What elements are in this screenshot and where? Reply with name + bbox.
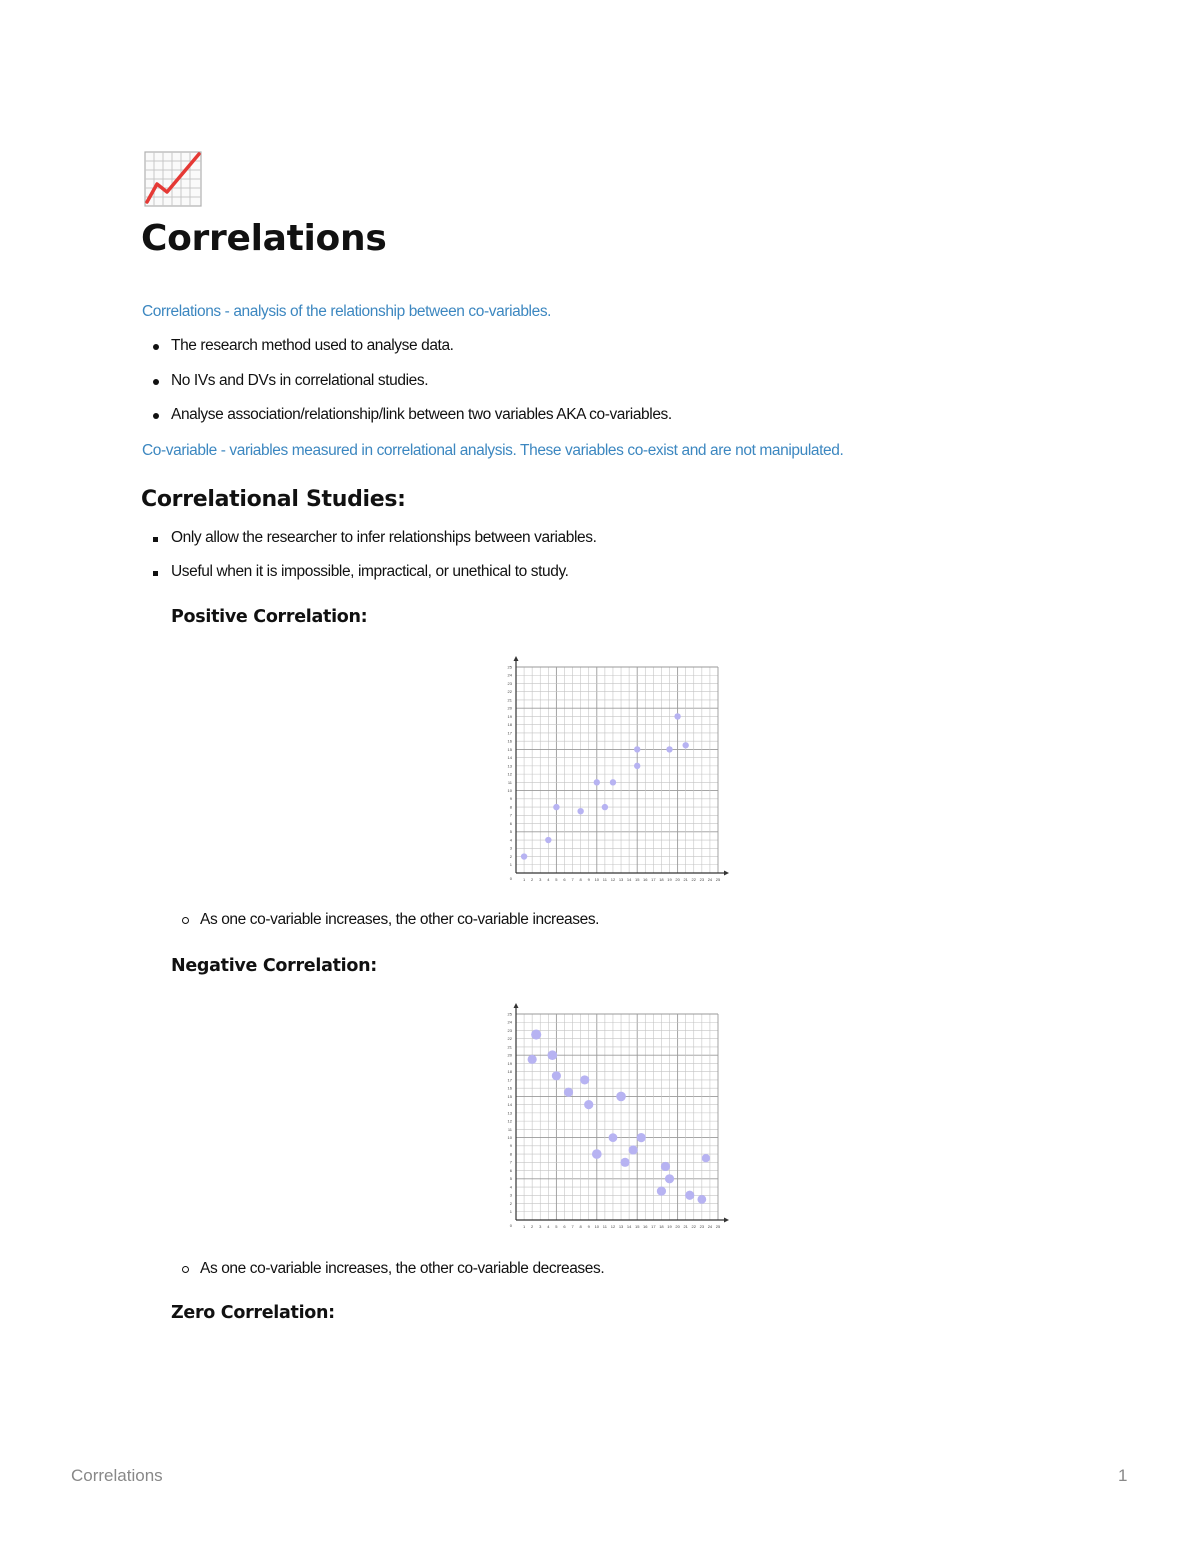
x-tick-label: 10	[594, 877, 600, 882]
scatter-point	[634, 763, 640, 769]
y-tick-label: 10	[507, 1135, 512, 1140]
x-tick-label: 24	[707, 877, 713, 882]
x-tick-label: 3	[539, 877, 542, 882]
x-tick-label: 11	[602, 877, 607, 882]
y-tick-label: 10	[507, 788, 512, 793]
scatter-point	[629, 1145, 638, 1154]
x-tick-label: 4	[547, 877, 550, 882]
y-tick-label: 6	[509, 820, 512, 826]
x-tick-label: 2	[531, 877, 534, 882]
scatter-point	[580, 1075, 589, 1084]
x-tick-label: 24	[707, 1224, 713, 1229]
list-item: No IVs and DVs in correlational studies.	[171, 372, 429, 389]
y-tick-label: 5	[509, 829, 512, 835]
x-tick-label: 5	[555, 877, 558, 882]
scatter-point	[528, 1055, 537, 1064]
x-tick-label: 18	[659, 1224, 664, 1229]
y-tick-label: 6	[509, 1167, 512, 1173]
y-tick-label: 2	[509, 1200, 512, 1206]
scatter-point	[545, 837, 551, 843]
y-tick-label: 20	[507, 1052, 512, 1058]
origin-label: 0	[509, 876, 512, 881]
y-tick-label: 23	[507, 680, 512, 686]
x-tick-label: 25	[715, 877, 721, 882]
y-tick-label: 7	[509, 1159, 512, 1165]
y-tick-label: 7	[509, 812, 512, 818]
y-tick-label: 12	[507, 1118, 512, 1124]
x-tick-label: 23	[699, 1224, 705, 1229]
x-tick-label: 20	[675, 1224, 680, 1229]
x-tick-label: 9	[587, 1224, 590, 1229]
page-title: Correlations	[141, 218, 387, 259]
x-tick-label: 5	[555, 1224, 558, 1229]
scatter-point	[657, 1187, 666, 1196]
x-tick-label: 1	[522, 1224, 526, 1229]
y-tick-label: 1	[509, 862, 512, 868]
x-tick-label: 21	[683, 877, 688, 882]
positive-correlation-heading: Positive Correlation:	[171, 607, 368, 627]
positive-correlation-note: As one co-variable increases, the other co-variable increases.	[200, 911, 600, 928]
y-tick-label: 1	[509, 1209, 512, 1215]
y-tick-label: 18	[507, 722, 512, 728]
x-axis-arrow	[724, 1218, 729, 1223]
x-tick-label: 7	[571, 877, 574, 882]
correlations-definition: Correlations - analysis of the relationship between co-variables.	[142, 303, 552, 320]
y-tick-label: 16	[507, 738, 512, 744]
scatter-point	[577, 808, 583, 814]
x-tick-label: 9	[587, 877, 590, 882]
y-tick-label: 9	[509, 796, 512, 802]
y-tick-label: 22	[507, 689, 512, 695]
scatter-point	[602, 804, 608, 810]
x-tick-label: 13	[618, 877, 624, 882]
scatter-point	[620, 1158, 629, 1167]
y-tick-label: 14	[507, 755, 512, 761]
negative-correlation-heading: Negative Correlation:	[171, 956, 377, 976]
negative-correlation-note: As one co-variable increases, the other co-variable decreases.	[200, 1260, 605, 1277]
x-tick-label: 8	[579, 1224, 582, 1229]
chart-increasing-icon	[143, 150, 203, 208]
x-tick-label: 17	[651, 877, 656, 882]
y-tick-label: 21	[507, 1044, 512, 1050]
x-tick-label: 22	[691, 877, 696, 882]
covariable-definition: Co-variable - variables measured in correlational analysis. These variables co-exist and are not manipulated.	[142, 442, 844, 459]
y-tick-label: 3	[509, 1192, 512, 1198]
x-axis-arrow	[724, 871, 729, 876]
y-tick-label: 24	[507, 672, 512, 678]
footer-page-number: 1	[1118, 1466, 1128, 1485]
x-tick-label: 11	[602, 1224, 607, 1229]
scatter-point	[609, 1133, 618, 1142]
scatter-point	[682, 742, 688, 748]
y-tick-label: 17	[507, 1077, 512, 1083]
x-tick-label: 3	[539, 1224, 542, 1229]
y-tick-label: 25	[507, 1011, 512, 1017]
y-tick-label: 2	[509, 853, 512, 859]
negative-correlation-scatter-plot	[500, 1002, 730, 1232]
origin-label: 0	[509, 1223, 512, 1228]
y-tick-label: 20	[507, 705, 512, 711]
scatter-point	[553, 804, 559, 810]
y-tick-label: 22	[507, 1036, 512, 1042]
x-tick-label: 17	[651, 1224, 656, 1229]
scatter-point	[661, 1162, 670, 1171]
x-tick-label: 25	[715, 1224, 721, 1229]
x-tick-label: 16	[643, 877, 648, 882]
y-tick-label: 9	[509, 1143, 512, 1149]
y-tick-label: 4	[509, 1184, 512, 1190]
x-tick-label: 6	[563, 877, 566, 882]
y-tick-label: 15	[507, 1093, 512, 1099]
x-tick-label: 23	[699, 877, 705, 882]
scatter-point	[610, 779, 616, 785]
scatter-point	[592, 1149, 602, 1159]
scatter-point	[666, 746, 672, 752]
y-tick-label: 15	[507, 746, 512, 752]
x-tick-label: 7	[571, 1224, 574, 1229]
grid	[516, 1014, 718, 1220]
y-tick-label: 19	[507, 713, 512, 719]
y-tick-label: 21	[507, 697, 512, 703]
x-tick-label: 14	[626, 877, 632, 882]
scatter-point	[685, 1191, 694, 1200]
x-tick-label: 4	[547, 1224, 550, 1229]
scatter-point	[521, 853, 527, 859]
scatter-point	[548, 1050, 558, 1060]
x-tick-label: 13	[618, 1224, 624, 1229]
y-tick-label: 5	[509, 1176, 512, 1182]
scatter-point	[564, 1088, 573, 1097]
y-tick-label: 11	[507, 779, 512, 785]
x-tick-label: 8	[579, 877, 582, 882]
scatter-point	[531, 1030, 541, 1040]
y-tick-label: 12	[507, 771, 512, 777]
list-item: The research method used to analyse data.	[171, 337, 454, 354]
y-tick-label: 23	[507, 1027, 512, 1033]
section-heading-correlational-studies: Correlational Studies:	[141, 487, 406, 512]
y-tick-label: 25	[507, 664, 512, 670]
y-tick-label: 11	[507, 1126, 512, 1132]
y-tick-label: 13	[507, 1110, 512, 1116]
positive-correlation-scatter-plot	[500, 655, 730, 885]
scatter-point	[584, 1100, 593, 1109]
y-tick-label: 18	[507, 1069, 512, 1075]
scatter-point	[634, 746, 640, 752]
scatter-point	[702, 1154, 710, 1162]
x-tick-label: 10	[594, 1224, 600, 1229]
y-tick-label: 13	[507, 763, 512, 769]
x-tick-label: 20	[675, 877, 680, 882]
y-axis-arrow	[514, 1003, 519, 1008]
list-item: Analyse association/relationship/link between two variables AKA co-variables.	[171, 406, 672, 423]
scatter-point	[594, 779, 600, 785]
x-tick-label: 1	[522, 877, 526, 882]
x-tick-label: 12	[610, 1224, 616, 1229]
x-tick-label: 15	[634, 1224, 640, 1229]
y-tick-label: 8	[509, 804, 512, 810]
y-tick-label: 3	[509, 845, 512, 851]
x-tick-label: 16	[643, 1224, 648, 1229]
y-tick-label: 19	[507, 1060, 512, 1066]
scatter-point	[674, 713, 680, 719]
scatter-point	[616, 1092, 626, 1102]
footer-title: Correlations	[71, 1466, 163, 1485]
scatter-point	[665, 1174, 674, 1183]
scatter-point	[552, 1071, 561, 1080]
scatter-point	[637, 1133, 646, 1142]
zero-correlation-heading: Zero Correlation:	[171, 1303, 335, 1323]
x-tick-label: 19	[667, 1224, 672, 1229]
y-tick-label: 14	[507, 1102, 512, 1108]
x-tick-label: 15	[634, 877, 640, 882]
list-item: Only allow the researcher to infer relationships between variables.	[171, 529, 597, 546]
x-tick-label: 21	[683, 1224, 688, 1229]
x-tick-label: 18	[659, 877, 664, 882]
list-item: Useful when it is impossible, impractical, or unethical to study.	[171, 563, 569, 580]
y-tick-label: 16	[507, 1085, 512, 1091]
scatter-point	[697, 1195, 706, 1204]
x-tick-label: 2	[531, 1224, 534, 1229]
x-tick-label: 22	[691, 1224, 696, 1229]
x-tick-label: 12	[610, 877, 616, 882]
y-tick-label: 4	[509, 837, 512, 843]
x-tick-label: 19	[667, 877, 672, 882]
y-tick-label: 17	[507, 730, 512, 736]
y-axis-arrow	[514, 656, 519, 661]
y-tick-label: 24	[507, 1019, 512, 1025]
y-tick-label: 8	[509, 1151, 512, 1157]
x-tick-label: 14	[626, 1224, 632, 1229]
x-tick-label: 6	[563, 1224, 566, 1229]
